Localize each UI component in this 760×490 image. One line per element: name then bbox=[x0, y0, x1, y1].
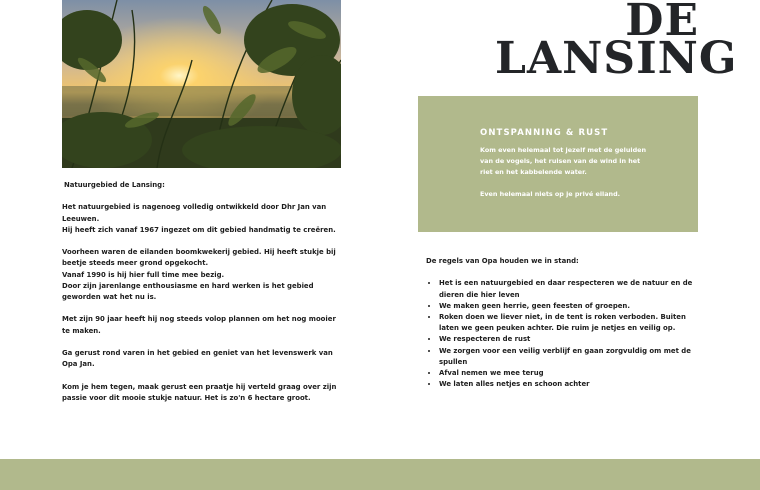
rule-item: • Afval nemen we mee terug bbox=[439, 368, 702, 379]
relaxation-info-box bbox=[418, 96, 698, 232]
nature-area-heading: Natuurgebied de Lansing: bbox=[64, 181, 165, 189]
rule-item: • We zorgen voor een veilig verblijf en gaan zorgvuldig om met de spullen bbox=[439, 346, 702, 368]
footer-band bbox=[0, 459, 760, 490]
rule-item: • We maken geen herrie, geen feesten of groepen. bbox=[439, 301, 702, 312]
info-box-paragraph-1: Kom even helemaal tot jezelf met de geluiden van de vogels, het ruisen van de wind in het riet en het kabbelende water. bbox=[480, 146, 647, 176]
info-box-heading: ONTSPANNING & RUST bbox=[480, 128, 609, 138]
info-box-paragraph-2: Even helemaal niets op je privé eiland. bbox=[480, 190, 621, 198]
rule-item: • Roken doen we liever niet, in de tent is roken verboden. Buiten laten we geen peuken achter. Die ruim je netjes en veilig op. bbox=[439, 312, 702, 334]
info-box-text bbox=[480, 145, 650, 200]
title-line-de: DE bbox=[625, 0, 699, 46]
nature-area-paragraph: Met zijn 90 jaar heeft hij nog steeds volop plannen om het nog mooier te maken. bbox=[62, 315, 336, 335]
nature-area-paragraph: Voorheen waren de eilanden boomkwekerij gebied. Hij heeft stukje bij beetje steeds meer grond opgekocht. Vanaf 1990 is hij hier full time mee bezig. Door zijn jarenlange enthousiasme en hard werken is het gebied geworden wat het nu is. bbox=[62, 248, 336, 301]
rule-item: • We laten alles netjes en schoon achter bbox=[439, 379, 702, 390]
rules-section bbox=[426, 256, 702, 390]
rule-item: • We respecteren de rust bbox=[439, 334, 702, 345]
nature-area-paragraph: Het natuurgebied is nagenoeg volledig ontwikkeld door Dhr Jan van Leeuwen. Hij heeft zich vanaf 1967 ingezet om dit gebied handmatig te creëren. bbox=[62, 203, 336, 234]
rule-item: • Het is een natuurgebied en daar respecteren we de natuur en de dieren die hier leven bbox=[439, 278, 702, 300]
rules-list bbox=[426, 278, 702, 390]
rules-intro: De regels van Opa houden we in stand: bbox=[426, 257, 579, 265]
nature-area-paragraph: Ga gerust rond varen in het gebied en geniet van het levenswerk van Opa Jan. bbox=[62, 348, 333, 369]
nature-area-paragraph: Kom je hem tegen, maak gerust een praatje hij verteld graag over zijn passie voor dit mooie stukje natuur. Het is zo'n 6 hectare groot. bbox=[62, 382, 337, 402]
nature-area-section bbox=[62, 180, 338, 415]
page-title bbox=[495, 0, 738, 84]
sunset-reeds-photo bbox=[62, 0, 341, 168]
title-line-lansing: LANSING bbox=[495, 33, 738, 84]
